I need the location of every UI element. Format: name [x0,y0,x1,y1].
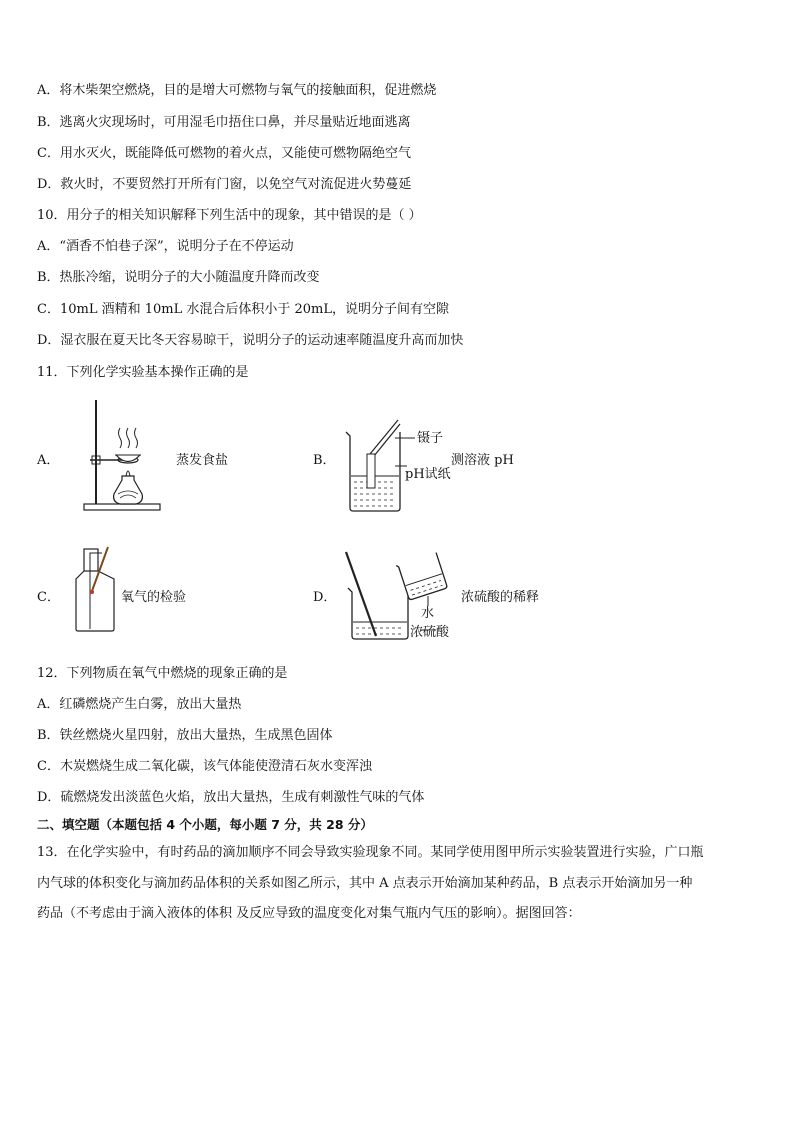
q11-caption-d: 浓硫酸的稀释 [461,590,540,605]
section-heading: 二、填空题（本题包括 4 个小题，每小题 7 分，共 28 分） [37,817,373,832]
q9-option-a: A．将木柴架空燃烧，目的是增大可燃物与氧气的接触面积，促进燃烧 [37,83,437,98]
q12-option-b: B．铁丝燃烧火星四射，放出大量热，生成黑色固体 [37,728,333,743]
q11-label-acid: 浓硫酸 [410,625,450,640]
q13-line-1: 13．在化学实验中，有时药品的滴加顺序不同会导致实验现象不同。某同学使用图甲所示实验装置进行实验，广口瓶 [37,845,704,860]
q11-letter-b: B． [313,453,336,468]
q11-caption-c: 氧气的检验 [121,590,187,605]
ph-test-leader-lines [395,430,417,470]
q11-letter-d: D． [313,590,337,605]
q11-label-ph-paper: pH试纸 [405,467,451,482]
q13-line-3: 药品（不考虑由于滴入液体的体积 及反应导致的温度变化对集气瓶内气压的影响）。据图回答： [37,906,581,921]
q9-option-b: B．逃离火灾现场时，可用湿毛巾捂住口鼻，并尽量贴近地面逃离 [37,115,411,130]
q10-option-a: A．“酒香不怕巷子深”，说明分子在不停运动 [37,239,294,254]
q12-stem: 12．下列物质在氧气中燃烧的现象正确的是 [37,666,288,681]
q9-option-c: C．用水灭火，既能降低可燃物的着火点，又能使可燃物隔绝空气 [37,146,411,161]
q11-caption-a: 蒸发食盐 [176,453,229,468]
q13-line-2: 内气球的体积变化与滴加药品体积的关系如图乙所示，其中 A 点表示开始滴加某种药品，B 点表示开始滴加另一种 [37,876,693,891]
q10-option-c: C．10mL 酒精和 10mL 水混合后体积小于 20mL，说明分子间有空隙 [37,302,449,317]
q11-caption-b: 测溶液 pH [451,453,514,468]
q12-option-d: D．硫燃烧发出淡蓝色火焰，放出大量热，生成有刺激性气味的气体 [37,790,425,805]
q11-stem: 11．下列化学实验基本操作正确的是 [37,365,249,380]
q10-option-d: D．湿衣服在夏天比冬天容易晾干，说明分子的运动速率随温度升高而加快 [37,333,464,348]
oxygen-test-figure [68,545,118,633]
q11-label-water: 水 [421,606,435,621]
evaporation-apparatus-figure [80,398,170,514]
q12-option-a: A．红磷燃烧产生白雾，放出大量热 [37,697,242,712]
q11-letter-c: C． [37,590,60,605]
q10-stem: 10．用分子的相关知识解释下列生活中的现象，其中错误的是（ ） [37,208,422,223]
q12-option-c: C．木炭燃烧生成二氧化碳，该气体能使澄清石灰水变浑浊 [37,759,372,774]
q10-option-b: B．热胀冷缩，说明分子的大小随温度升降而改变 [37,270,320,285]
q9-option-d: D．救火时，不要贸然打开所有门窗，以免空气对流促进火势蔓延 [37,177,412,192]
q11-letter-a: A． [37,453,60,468]
q11-label-tweezers: 镊子 [417,431,444,446]
